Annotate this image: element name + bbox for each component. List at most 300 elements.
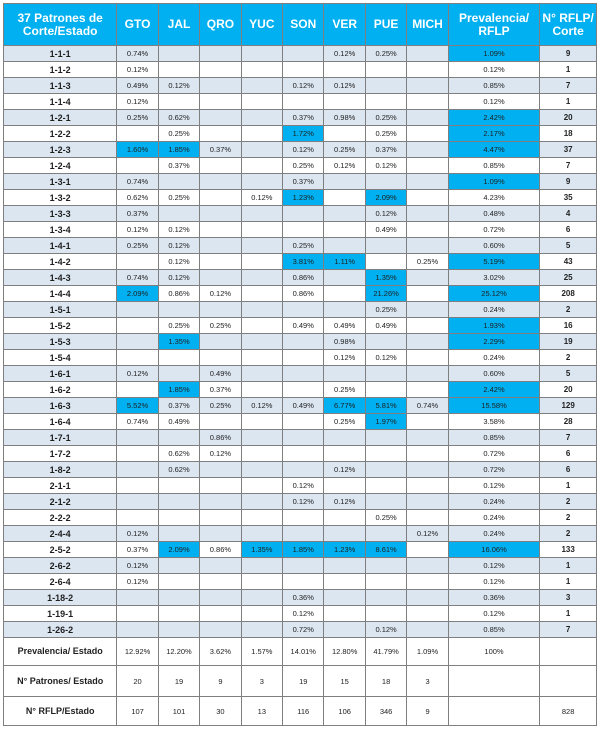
state-value-cell: 1.60% [117,142,158,158]
state-value-cell [241,446,282,462]
state-value-cell: 0.62% [158,446,199,462]
state-value-cell: 0.12% [117,94,158,110]
table-row [4,62,597,78]
column-header: JAL [158,4,199,46]
pattern-label: 1-6-3 [4,398,117,414]
table-row [4,94,597,110]
summary-value-cell: 346 [365,697,406,726]
state-value-cell [158,350,199,366]
state-value-cell [365,446,406,462]
summary-value-cell: 12.80% [324,638,365,666]
state-value-cell [241,606,282,622]
state-value-cell [407,318,448,334]
summary-value-cell: 15 [324,666,365,697]
rflp-count-cell: 2 [540,302,597,318]
state-value-cell [158,62,199,78]
state-value-cell: 0.49% [365,318,406,334]
state-value-cell [200,606,241,622]
state-value-cell [324,222,365,238]
pattern-label: 1-1-2 [4,62,117,78]
state-value-cell [241,286,282,302]
prevalence-cell: 0.85% [448,622,540,638]
summary-row [4,697,597,726]
state-value-cell: 0.12% [241,398,282,414]
state-value-cell: 0.98% [324,334,365,350]
state-value-cell: 1.11% [324,254,365,270]
state-value-cell [200,206,241,222]
state-value-cell [117,494,158,510]
state-value-cell [241,46,282,62]
rflp-count-cell: 18 [540,126,597,142]
state-value-cell: 0.49% [158,414,199,430]
state-value-cell: 6.77% [324,398,365,414]
table-row [4,334,597,350]
rflp-count-cell: 6 [540,222,597,238]
state-value-cell: 0.25% [365,302,406,318]
prevalence-cell: 0.72% [448,462,540,478]
state-value-cell: 0.25% [200,398,241,414]
state-value-cell: 2.09% [158,542,199,558]
state-value-cell [200,238,241,254]
table-row [4,414,597,430]
state-value-cell [407,78,448,94]
pattern-label: 2-1-2 [4,494,117,510]
state-value-cell [117,446,158,462]
summary-value-cell [540,638,597,666]
state-value-cell [407,126,448,142]
summary-value-cell: 9 [407,697,448,726]
table-row [4,510,597,526]
state-value-cell [365,558,406,574]
state-value-cell [283,414,324,430]
summary-value-cell: 12.92% [117,638,158,666]
state-value-cell [283,46,324,62]
table-row [4,542,597,558]
prevalence-cell: 0.85% [448,158,540,174]
summary-row [4,638,597,666]
summary-value-cell: 18 [365,666,406,697]
table-row [4,622,597,638]
state-value-cell [365,254,406,270]
state-value-cell [200,334,241,350]
state-value-cell [324,574,365,590]
rflp-count-cell: 43 [540,254,597,270]
prevalence-cell: 4.23% [448,190,540,206]
state-value-cell: 0.12% [117,62,158,78]
table-row [4,110,597,126]
state-value-cell [241,430,282,446]
column-header: VER [324,4,365,46]
state-value-cell: 0.12% [117,222,158,238]
state-value-cell: 0.62% [117,190,158,206]
prevalence-cell: 3.58% [448,414,540,430]
state-value-cell [407,462,448,478]
summary-value-cell: 9 [200,666,241,697]
state-value-cell [324,62,365,78]
state-value-cell [200,46,241,62]
state-value-cell: 0.25% [283,238,324,254]
state-value-cell [407,206,448,222]
summary-value-cell: 1.57% [241,638,282,666]
state-value-cell [407,414,448,430]
state-value-cell [324,286,365,302]
state-value-cell [283,350,324,366]
state-value-cell: 0.12% [117,366,158,382]
table-row [4,158,597,174]
summary-value-cell: 20 [117,666,158,697]
state-value-cell [283,62,324,78]
state-value-cell [158,510,199,526]
table-row [4,126,597,142]
state-value-cell [200,222,241,238]
state-value-cell [241,622,282,638]
state-value-cell: 0.98% [324,110,365,126]
summary-value-cell: 19 [283,666,324,697]
state-value-cell [117,430,158,446]
state-value-cell: 0.74% [117,270,158,286]
state-value-cell: 0.25% [324,414,365,430]
state-value-cell: 0.36% [283,590,324,606]
state-value-cell: 0.37% [365,142,406,158]
state-value-cell [324,302,365,318]
rflp-count-cell: 20 [540,382,597,398]
rflp-count-cell: 1 [540,606,597,622]
state-value-cell: 0.12% [324,350,365,366]
column-header: SON [283,4,324,46]
summary-row [4,666,597,697]
state-value-cell: 0.86% [283,270,324,286]
state-value-cell: 1.85% [158,142,199,158]
state-value-cell [407,238,448,254]
prevalence-cell: 0.12% [448,478,540,494]
pattern-label: 1-5-3 [4,334,117,350]
state-value-cell: 0.12% [324,46,365,62]
state-value-cell [117,302,158,318]
prevalence-cell: 2.29% [448,334,540,350]
state-value-cell [200,510,241,526]
prevalence-cell: 0.12% [448,94,540,110]
prevalence-cell: 2.42% [448,110,540,126]
rflp-count-cell: 2 [540,350,597,366]
rflp-count-cell: 7 [540,430,597,446]
header-row [4,4,597,46]
state-value-cell [407,302,448,318]
table-row [4,142,597,158]
summary-value-cell: 3 [407,666,448,697]
table-row [4,558,597,574]
rflp-count-cell: 6 [540,462,597,478]
pattern-label: 1-5-1 [4,302,117,318]
state-value-cell [283,222,324,238]
state-value-cell [117,622,158,638]
rflp-count-cell: 129 [540,398,597,414]
pattern-label: 1-6-4 [4,414,117,430]
state-value-cell [241,590,282,606]
state-value-cell: 0.37% [158,398,199,414]
state-value-cell [241,222,282,238]
rflp-count-cell: 16 [540,318,597,334]
rflp-count-cell: 2 [540,494,597,510]
state-value-cell [200,574,241,590]
rflp-count-cell: 5 [540,366,597,382]
state-value-cell: 0.37% [200,142,241,158]
table-row [4,302,597,318]
state-value-cell: 0.25% [117,110,158,126]
state-value-cell [200,526,241,542]
prevalence-cell: 0.85% [448,430,540,446]
prevalence-cell: 1.09% [448,46,540,62]
state-value-cell [407,190,448,206]
state-value-cell [200,302,241,318]
state-value-cell [200,190,241,206]
state-value-cell [241,318,282,334]
state-value-cell [407,478,448,494]
state-value-cell [241,462,282,478]
state-value-cell [407,286,448,302]
state-value-cell: 0.74% [117,174,158,190]
summary-label: N° Patrones/ Estado [4,666,117,697]
rflp-count-cell: 208 [540,286,597,302]
prevalence-cell: 0.24% [448,510,540,526]
summary-value-cell [448,697,540,726]
rflp-count-cell: 19 [540,334,597,350]
state-value-cell: 1.72% [283,126,324,142]
rflp-count-cell: 25 [540,270,597,286]
state-value-cell [407,142,448,158]
table-row [4,254,597,270]
column-header: Prevalencia/ RFLP [448,4,540,46]
table-row [4,318,597,334]
state-value-cell [241,110,282,126]
pattern-label: 1-4-1 [4,238,117,254]
state-value-cell [283,430,324,446]
state-value-cell: 0.37% [283,174,324,190]
state-value-cell: 0.12% [117,558,158,574]
pattern-label: 2-5-2 [4,542,117,558]
state-value-cell [200,462,241,478]
prevalence-cell: 0.60% [448,366,540,382]
state-value-cell: 0.12% [365,206,406,222]
state-value-cell: 5.81% [365,398,406,414]
summary-value-cell: 3.62% [200,638,241,666]
state-value-cell [241,270,282,286]
state-value-cell [200,414,241,430]
summary-value-cell: 30 [200,697,241,726]
rflp-count-cell: 28 [540,414,597,430]
state-value-cell [241,174,282,190]
pattern-label: 1-3-4 [4,222,117,238]
state-value-cell [158,622,199,638]
state-value-cell: 0.12% [158,78,199,94]
prevalence-cell: 3.02% [448,270,540,286]
table-row [4,174,597,190]
rflp-count-cell: 1 [540,558,597,574]
prevalence-cell: 0.24% [448,302,540,318]
state-value-cell [324,478,365,494]
state-value-cell [365,590,406,606]
prevalence-cell: 0.12% [448,62,540,78]
table-row [4,238,597,254]
state-value-cell: 0.25% [324,142,365,158]
state-value-cell [407,222,448,238]
state-value-cell [158,206,199,222]
state-value-cell [283,334,324,350]
prevalence-cell: 16.06% [448,542,540,558]
state-value-cell [283,462,324,478]
table-row [4,350,597,366]
summary-value-cell: 13 [241,697,282,726]
state-value-cell: 0.12% [117,526,158,542]
state-value-cell: 1.35% [241,542,282,558]
rflp-count-cell: 35 [540,190,597,206]
state-value-cell: 0.37% [200,382,241,398]
state-value-cell: 0.12% [283,606,324,622]
state-value-cell: 0.49% [117,78,158,94]
state-value-cell [200,110,241,126]
state-value-cell [407,558,448,574]
state-value-cell: 0.12% [283,78,324,94]
state-value-cell: 0.74% [407,398,448,414]
state-value-cell [241,142,282,158]
pattern-label: 1-1-4 [4,94,117,110]
state-value-cell [117,510,158,526]
state-value-cell [117,606,158,622]
state-value-cell [283,446,324,462]
state-value-cell [117,462,158,478]
rflp-count-cell: 6 [540,446,597,462]
summary-value-cell: 116 [283,697,324,726]
state-value-cell: 0.25% [283,158,324,174]
state-value-cell [117,254,158,270]
state-value-cell [200,558,241,574]
state-value-cell [407,542,448,558]
state-value-cell: 0.37% [158,158,199,174]
state-value-cell [324,526,365,542]
rflp-count-cell: 2 [540,510,597,526]
state-value-cell [324,206,365,222]
state-value-cell [365,78,406,94]
state-value-cell [200,94,241,110]
rflp-count-cell: 2 [540,526,597,542]
state-value-cell [365,478,406,494]
state-value-cell [365,430,406,446]
state-value-cell [365,366,406,382]
prevalence-cell: 0.12% [448,558,540,574]
rflp-count-cell: 37 [540,142,597,158]
state-value-cell [241,302,282,318]
state-value-cell: 1.23% [283,190,324,206]
prevalence-cell: 1.93% [448,318,540,334]
state-value-cell: 0.12% [324,158,365,174]
state-value-cell [241,558,282,574]
state-value-cell [283,558,324,574]
state-value-cell: 0.25% [200,318,241,334]
state-value-cell [324,270,365,286]
summary-value-cell: 106 [324,697,365,726]
prevalence-cell: 15.58% [448,398,540,414]
prevalence-cell: 4.47% [448,142,540,158]
table-row [4,222,597,238]
state-value-cell: 0.86% [200,542,241,558]
state-value-cell: 1.97% [365,414,406,430]
state-value-cell [407,270,448,286]
state-value-cell [324,126,365,142]
table-row [4,206,597,222]
state-value-cell [158,606,199,622]
pattern-label: 1-2-1 [4,110,117,126]
state-value-cell [117,158,158,174]
state-value-cell [365,462,406,478]
state-value-cell: 0.86% [200,430,241,446]
state-value-cell: 0.62% [158,110,199,126]
table-row [4,46,597,62]
column-header: YUC [241,4,282,46]
rflp-count-cell: 133 [540,542,597,558]
state-value-cell [241,574,282,590]
summary-value-cell [540,666,597,697]
state-value-cell [200,590,241,606]
state-value-cell: 0.25% [158,126,199,142]
state-value-cell [241,350,282,366]
rflp-count-cell: 1 [540,574,597,590]
rflp-count-cell: 9 [540,174,597,190]
table-row [4,526,597,542]
summary-value-cell: 41.79% [365,638,406,666]
state-value-cell: 0.12% [365,158,406,174]
pattern-label: 1-6-2 [4,382,117,398]
state-value-cell: 8.61% [365,542,406,558]
prevalence-cell: 2.42% [448,382,540,398]
table-row [4,190,597,206]
state-value-cell: 0.86% [283,286,324,302]
pattern-label: 1-7-2 [4,446,117,462]
state-value-cell: 0.25% [117,238,158,254]
state-value-cell: 0.37% [283,110,324,126]
prevalence-cell: 0.85% [448,78,540,94]
state-value-cell: 0.12% [200,446,241,462]
state-value-cell [324,190,365,206]
column-header: N° RFLP/ Corte [540,4,597,46]
summary-value-cell: 3 [241,666,282,697]
pattern-label: 2-1-1 [4,478,117,494]
state-value-cell: 2.09% [117,286,158,302]
state-value-cell: 0.12% [158,254,199,270]
state-value-cell: 1.85% [283,542,324,558]
state-value-cell [117,590,158,606]
state-value-cell [200,494,241,510]
state-value-cell [283,206,324,222]
state-value-cell: 0.62% [158,462,199,478]
state-value-cell: 1.85% [158,382,199,398]
state-value-cell [158,590,199,606]
header-patterns-state: 37 Patrones de Corte/Estado [4,4,117,46]
table-row [4,398,597,414]
pattern-label: 1-19-1 [4,606,117,622]
pattern-label: 1-1-3 [4,78,117,94]
pattern-label: 2-4-4 [4,526,117,542]
table-row [4,270,597,286]
state-value-cell [324,590,365,606]
state-value-cell [158,94,199,110]
pattern-label: 1-4-4 [4,286,117,302]
state-value-cell [407,622,448,638]
state-value-cell [200,62,241,78]
prevalence-cell: 1.09% [448,174,540,190]
pattern-label: 1-26-2 [4,622,117,638]
state-value-cell [241,126,282,142]
rflp-count-cell: 1 [540,62,597,78]
state-value-cell: 0.49% [200,366,241,382]
